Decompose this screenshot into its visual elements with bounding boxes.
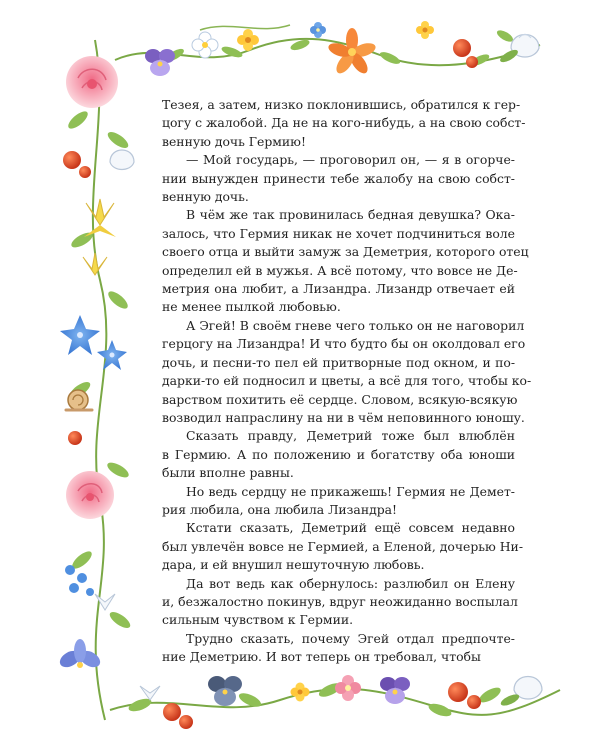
yellow-flower — [416, 21, 434, 39]
blue-star-flower — [97, 340, 127, 370]
text-line: цогу с жалобой. Да не на кого-нибудь, а на свою собст- — [162, 115, 526, 131]
paragraph — [162, 630, 515, 667]
text-line: и, безжалостно покинув, вдруг неожиданно воспылал — [162, 593, 518, 609]
pink-flower — [335, 675, 361, 701]
paragraph — [162, 483, 515, 520]
yellow-lily — [83, 253, 107, 275]
pansy-flower — [208, 676, 242, 706]
paragraph — [162, 575, 518, 630]
text-line: дара, и ей внушил нешуточную любовь. — [162, 557, 425, 573]
pansy-flower — [380, 677, 410, 704]
forget-me-not — [65, 565, 94, 596]
text-line: не менее пылкой любовью. — [162, 299, 341, 315]
text-line: в Гермию. А по положению и богатству оба юноши — [162, 446, 515, 462]
text-line: дарки-то ей подносил и цветы, а всё для того, чтобы ко- — [162, 373, 532, 389]
text-line: определил ей в мужья. А всё потому, что вовсе не Де- — [162, 262, 518, 278]
white-lily — [140, 686, 160, 700]
snail — [66, 390, 92, 410]
orange-flower — [327, 28, 378, 76]
text-line: своего отца и выйти замуж за Деметрия, которого отец — [162, 244, 529, 260]
yellow-lily — [84, 199, 116, 237]
pink-rose — [66, 471, 114, 519]
text-line: метрия она любит, а Лизандра. Лизандр отвечает ей — [162, 281, 515, 297]
text-line: сильным чувством к Гермии. — [162, 612, 354, 628]
white-tulip — [499, 677, 542, 708]
text-line: В чём же так провинилась бедная девушка? Ока- — [186, 207, 515, 223]
paragraph — [162, 151, 515, 206]
text-line: Трудно сказать, почему Эгей отдал предпочте- — [186, 630, 515, 646]
white-tulip — [110, 150, 134, 170]
text-line: дочь, и песни-то пел ей притворные под окном, и по- — [162, 354, 515, 370]
text-line: венную дочь. — [162, 189, 249, 205]
text-line: Но ведь сердцу не прикажешь! Гермия не Демет- — [186, 483, 515, 499]
text-line: ние Деметрию. И вот теперь он требовал, чтобы — [162, 649, 481, 665]
blue-flower — [310, 22, 326, 38]
text-line: Сказать правду, Деметрий тоже был влюблён — [186, 428, 515, 444]
white-flower — [192, 32, 218, 58]
text-line: нии вынужден принести тебе жалобу на свою собст- — [162, 170, 515, 186]
text-line: А Эгей! В своём гневе чего только он не наговорил — [186, 317, 525, 333]
pansy-flower — [145, 49, 175, 76]
text-line: были вполне равны. — [162, 465, 294, 481]
left-leaves — [66, 108, 133, 631]
text-line: герцогу на Лизандра! И что будто бы он околдовал его — [162, 336, 526, 352]
text-line: возводил напраслину на ни в чём неповинного юношу. — [162, 409, 525, 425]
paragraph — [162, 206, 529, 316]
paragraph — [162, 519, 524, 574]
text-line: был увлечён вовсе не Гермией, а Еленой, дочерью Ни- — [162, 538, 524, 554]
text-line: Да вот ведь как обернулось: разлюбил он Елену — [186, 575, 515, 591]
paragraph — [162, 427, 515, 482]
text-line: варством похитить её сердце. Словом, всякую-всякую — [162, 391, 518, 407]
bottom-leaves — [127, 680, 503, 718]
paragraph — [162, 317, 532, 427]
text-line: Кстати сказать, Деметрий ещё совсем недавно — [186, 520, 515, 536]
text-line: залось, что Гермия никак не хочет подчиниться воле — [162, 225, 515, 241]
story-text — [162, 96, 532, 667]
yellow-flower — [291, 683, 310, 702]
pink-rose — [66, 56, 118, 108]
text-line: рия любила, она любила Лизандра! — [162, 501, 398, 517]
paragraph — [162, 96, 526, 151]
blue-star-flower — [60, 315, 100, 355]
left-vine — [93, 40, 106, 720]
text-line: Тезея, а затем, низко поклонившись, обратился к гер- — [162, 97, 521, 112]
text-line: — Мой государь, — проговорил он, — я в огорче- — [186, 152, 515, 168]
text-line: венную дочь Гермию! — [162, 133, 306, 149]
